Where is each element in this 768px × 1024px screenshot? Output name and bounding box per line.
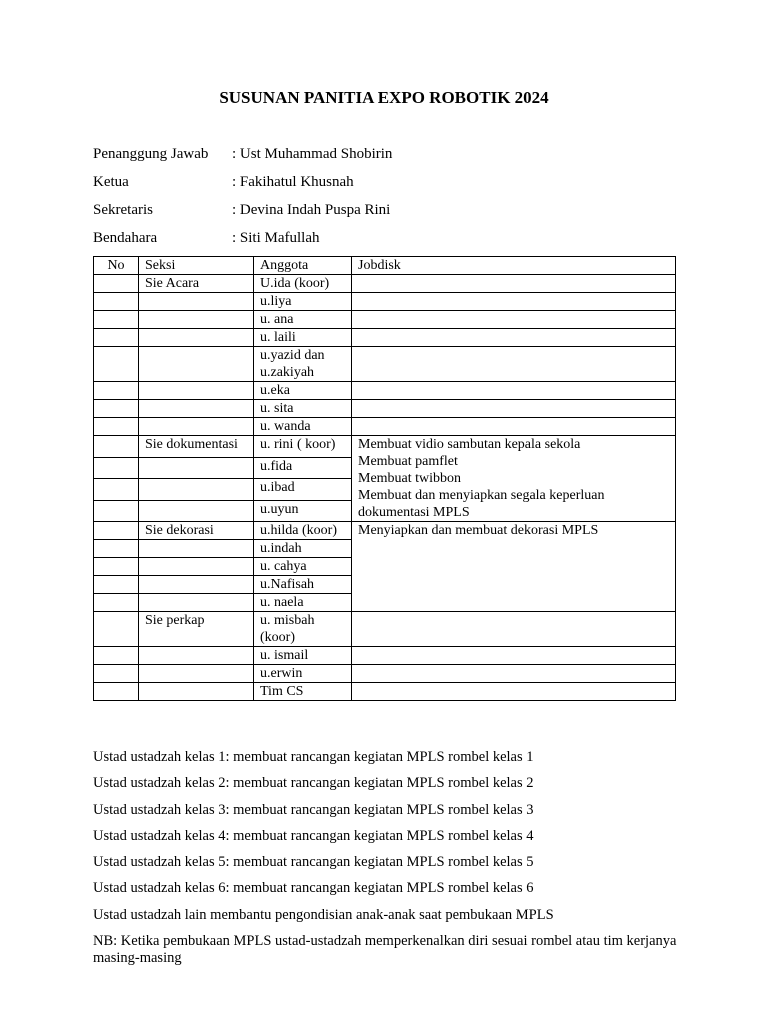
cell-no <box>94 576 139 594</box>
cell-no <box>94 400 139 418</box>
cell-jobdisk <box>352 275 676 293</box>
cell-seksi <box>139 311 254 329</box>
cell-seksi <box>139 500 254 522</box>
cell-anggota: u. sita <box>254 400 352 418</box>
cell-anggota: u. laili <box>254 329 352 347</box>
cell-seksi: Sie dokumentasi <box>139 436 254 458</box>
cell-no <box>94 457 139 479</box>
officer-list <box>93 146 392 258</box>
cell-anggota: u. wanda <box>254 418 352 436</box>
cell-anggota: u. misbah (koor) <box>254 612 352 647</box>
cell-anggota: u.uyun <box>254 500 352 522</box>
note-item: Ustad ustadzah kelas 2: membuat rancangan kegiatan MPLS rombel kelas 2 <box>93 775 534 792</box>
cell-anggota: u.ibad <box>254 479 352 501</box>
cell-no <box>94 329 139 347</box>
cell-no <box>94 612 139 647</box>
jobdisk-line: Menyiapkan dan membuat dekorasi MPLS <box>358 523 599 538</box>
table-row <box>94 683 676 701</box>
table-row <box>94 329 676 347</box>
cell-jobdisk <box>352 293 676 311</box>
note-item: Ustad ustadzah kelas 1: membuat rancangan kegiatan MPLS rombel kelas 1 <box>93 749 534 765</box>
officer-role: Sekretaris <box>93 202 153 218</box>
header-no: No <box>94 257 139 275</box>
cell-anggota: u. cahya <box>254 558 352 576</box>
cell-jobdisk <box>352 612 676 647</box>
jobdisk-line: Membuat pamflet <box>358 454 458 469</box>
cell-no <box>94 479 139 501</box>
cell-anggota: u. ismail <box>254 647 352 665</box>
table-row <box>94 400 676 418</box>
cell-anggota: u. naela <box>254 594 352 612</box>
cell-seksi <box>139 665 254 683</box>
cell-seksi <box>139 576 254 594</box>
cell-seksi <box>139 540 254 558</box>
cell-seksi: Sie perkap <box>139 612 254 647</box>
cell-jobdisk <box>352 436 676 522</box>
officer-role: Bendahara <box>93 230 158 246</box>
cell-no <box>94 293 139 311</box>
cell-anggota: u.fida <box>254 457 352 479</box>
table-row <box>94 311 676 329</box>
table-row <box>94 522 676 540</box>
cell-seksi <box>139 683 254 701</box>
cell-no <box>94 418 139 436</box>
cell-seksi: Sie Acara <box>139 275 254 293</box>
table-header-row <box>94 257 676 275</box>
cell-anggota: Tim CS <box>254 683 352 701</box>
cell-seksi <box>139 418 254 436</box>
table-row <box>94 647 676 665</box>
jobdisk-line: Membuat dan menyiapkan segala keperluan dokumentasi MPLS <box>358 488 605 520</box>
table-row <box>94 436 676 458</box>
cell-jobdisk <box>352 400 676 418</box>
note-item: Ustad ustadzah lain membantu pengondisian anak-anak saat pembukaan MPLS <box>93 906 554 923</box>
cell-seksi <box>139 594 254 612</box>
header-jobdisk: Jobdisk <box>352 257 676 275</box>
cell-jobdisk <box>352 418 676 436</box>
header-anggota: Anggota <box>254 257 352 275</box>
table-row <box>94 612 676 647</box>
cell-seksi <box>139 329 254 347</box>
document-title: SUSUNAN PANITIA EXPO ROBOTIK 2024 <box>219 88 549 107</box>
cell-anggota: u.hilda (koor) <box>254 522 352 540</box>
note-item: Ustad ustadzah kelas 6: membuat rancangan kegiatan MPLS rombel kelas 6 <box>93 880 534 897</box>
cell-anggota: u.eka <box>254 382 352 400</box>
cell-no <box>94 347 139 382</box>
cell-anggota: u.erwin <box>254 665 352 683</box>
cell-anggota: u.Nafisah <box>254 576 352 594</box>
cell-seksi: Sie dekorasi <box>139 522 254 540</box>
cell-seksi <box>139 457 254 479</box>
note-item: Ustad ustadzah kelas 3: membuat rancangan kegiatan MPLS rombel kelas 3 <box>93 801 534 818</box>
officer-row <box>93 202 392 230</box>
cell-seksi <box>139 382 254 400</box>
officer-role: Penanggung Jawab <box>93 146 209 162</box>
cell-jobdisk <box>352 347 676 382</box>
header-seksi: Seksi <box>139 257 254 275</box>
cell-jobdisk <box>352 683 676 701</box>
cell-jobdisk <box>352 329 676 347</box>
committee-body <box>94 275 676 701</box>
cell-seksi <box>139 558 254 576</box>
cell-anggota: u. ana <box>254 311 352 329</box>
jobdisk-line: Membuat vidio sambutan kepala sekola <box>358 437 581 452</box>
cell-anggota: U.ida (koor) <box>254 275 352 293</box>
cell-anggota: u.yazid dan u.zakiyah <box>254 347 352 382</box>
cell-anggota: u.indah <box>254 540 352 558</box>
table-row <box>94 665 676 683</box>
officer-name: : Ust Muhammad Shobirin <box>232 146 393 162</box>
table-row <box>94 275 676 293</box>
cell-anggota: u. rini ( koor) <box>254 436 352 458</box>
notes-list <box>93 749 683 976</box>
cell-no <box>94 594 139 612</box>
cell-seksi <box>139 479 254 501</box>
cell-jobdisk <box>352 647 676 665</box>
officer-row <box>93 174 392 202</box>
jobdisk-line: Membuat twibbon <box>358 471 462 486</box>
cell-no <box>94 382 139 400</box>
cell-no <box>94 500 139 522</box>
note-item: Ustad ustadzah kelas 5: membuat rancangan kegiatan MPLS rombel kelas 5 <box>93 854 534 871</box>
officer-name: : Fakihatul Khusnah <box>232 174 354 190</box>
table-row <box>94 293 676 311</box>
cell-seksi <box>139 647 254 665</box>
officer-role: Ketua <box>93 174 129 190</box>
table-row <box>94 418 676 436</box>
cell-no <box>94 522 139 540</box>
officer-name: : Siti Mafullah <box>232 230 320 246</box>
cell-no <box>94 665 139 683</box>
cell-no <box>94 558 139 576</box>
cell-no <box>94 436 139 458</box>
cell-no <box>94 540 139 558</box>
cell-no <box>94 683 139 701</box>
cell-no <box>94 275 139 293</box>
cell-anggota: u.liya <box>254 293 352 311</box>
cell-no <box>94 311 139 329</box>
officer-row <box>93 146 392 174</box>
cell-seksi <box>139 400 254 418</box>
cell-seksi <box>139 293 254 311</box>
cell-jobdisk <box>352 382 676 400</box>
cell-jobdisk <box>352 665 676 683</box>
committee-table <box>93 256 676 701</box>
table-row <box>94 382 676 400</box>
officer-row <box>93 230 392 258</box>
cell-jobdisk <box>352 522 676 612</box>
cell-jobdisk <box>352 311 676 329</box>
cell-no <box>94 647 139 665</box>
note-item: NB: Ketika pembukaan MPLS ustad-ustadzah memperkenalkan diri sesuai rombel atau tim kerjanya masing-masing <box>93 933 677 967</box>
note-item: Ustad ustadzah kelas 4: membuat rancangan kegiatan MPLS rombel kelas 4 <box>93 827 534 844</box>
cell-seksi <box>139 347 254 382</box>
table-row <box>94 347 676 382</box>
officer-name: : Devina Indah Puspa Rini <box>232 202 391 218</box>
